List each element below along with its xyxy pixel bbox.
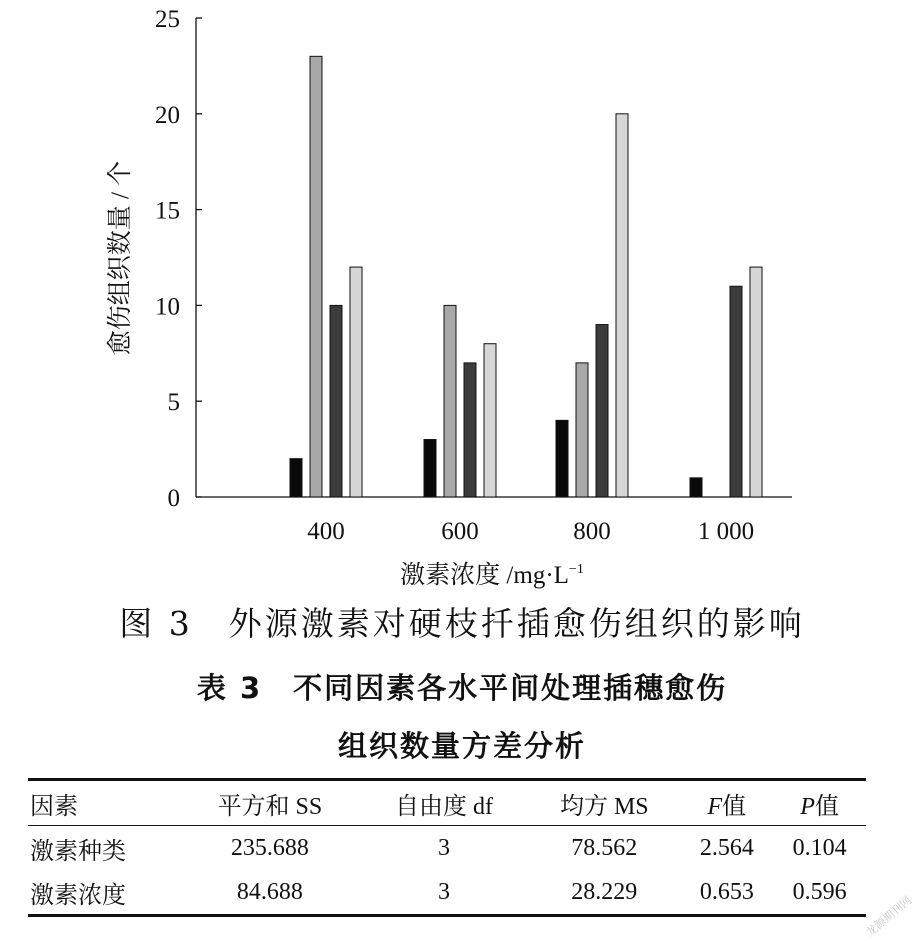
header-factor: 因素 [30,793,78,820]
bar [424,440,436,497]
x-tick-label: 600 [441,518,479,545]
bar [330,305,342,497]
bar [556,420,568,497]
header-df: 自由度 df [394,793,493,820]
y-tick-label: 10 [155,293,180,321]
cell-ss: 84.688 [236,878,303,905]
header-p-suffix: 值 [814,793,839,820]
header-ms: 均方 MS [559,793,649,820]
y-tick-label: 25 [155,6,180,33]
header-f-suffix: 值 [722,793,747,820]
header-ss: 平方和 SS [217,793,323,820]
bar [596,325,608,497]
cell-ms: 28.229 [571,878,638,905]
bar [616,114,628,497]
bar [576,363,588,497]
y-tick-label: 0 [167,485,180,512]
cell-f: 2.564 [699,834,754,861]
bar [350,267,362,497]
anova-table [28,778,866,917]
x-tick-label: 400 [307,518,345,545]
x-axis-title-text: 激素浓度 /mg·L [400,562,569,589]
table-title-line-2: 组织数量方差分析 [337,729,586,763]
y-axis-title: 愈伤组织数量 / 个 [107,160,134,356]
x-axis-title-superscript: −1 [568,562,584,577]
bars [290,56,762,497]
bar [730,286,742,497]
x-tick-label: 800 [573,518,611,545]
x-axis-title [400,561,584,589]
header-f [680,780,773,826]
table-row [28,826,866,871]
y-tick-label: 5 [167,389,180,417]
table-row [28,870,866,916]
bar [484,344,496,497]
watermark: 龙源期刊网 [863,893,915,940]
cell-df: 3 [437,878,450,905]
cell-ss: 235.688 [230,834,309,861]
y-axis [155,6,202,512]
bar [310,56,322,497]
cell-ms: 78.562 [571,834,638,861]
cell-factor: 激素浓度 [30,882,126,909]
header-f-letter: F [707,793,723,820]
table-header-row [28,780,866,826]
figure-caption: 图 3 外源激素对硬枝扦插愈伤组织的影响 [119,604,805,643]
cell-factor: 激素种类 [30,838,126,865]
header-p-letter: P [800,793,815,820]
x-axis [196,497,792,545]
bar [444,305,456,497]
bar [690,478,702,497]
x-tick-label: 1 000 [697,518,755,545]
bar [750,267,762,497]
cell-p: 0.104 [792,834,847,861]
cell-p: 0.596 [792,878,847,905]
cell-df: 3 [437,834,450,861]
bar [464,363,476,497]
table-title-line-1: 表 3 不同因素各水平间处理插穗愈伤 [196,671,728,705]
cell-f: 0.653 [699,878,754,905]
bar [290,459,302,497]
header-p [773,780,866,826]
y-tick-label: 15 [155,197,180,225]
y-tick-label: 20 [155,101,180,129]
